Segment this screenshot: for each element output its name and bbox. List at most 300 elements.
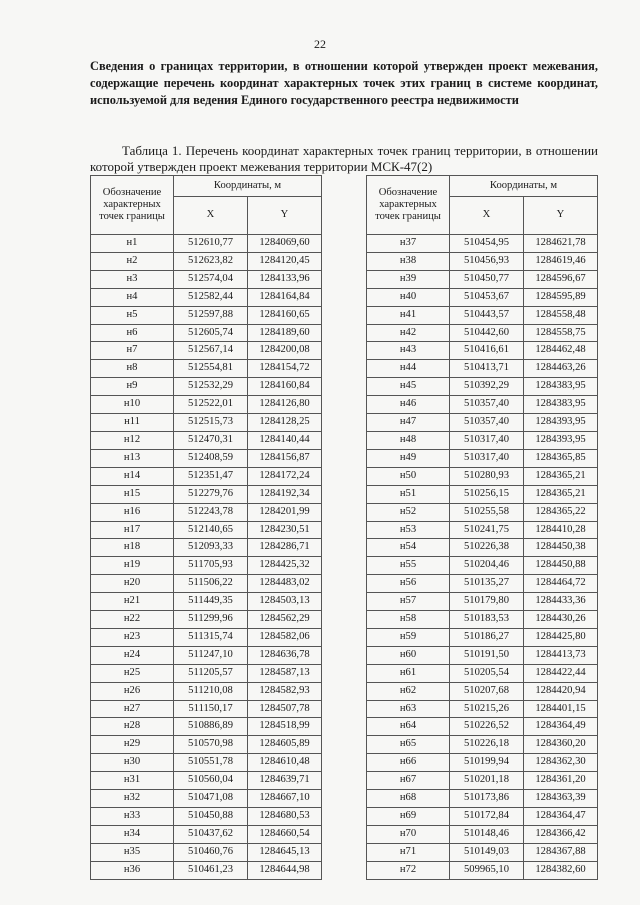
x-coordinate-cell: 510280,93 <box>450 467 524 485</box>
point-id-cell: н12 <box>91 431 174 449</box>
y-coordinate-cell: 1284133,96 <box>248 270 322 288</box>
table-row <box>367 611 598 629</box>
point-id-cell: н60 <box>367 646 450 664</box>
table-row <box>91 682 322 700</box>
y-coordinate-cell: 1284410,28 <box>524 521 598 539</box>
x-coordinate-cell: 510357,40 <box>450 396 524 414</box>
table-row <box>367 808 598 826</box>
table-row <box>367 235 598 253</box>
y-coordinate-cell: 1284363,39 <box>524 790 598 808</box>
y-coordinate-cell: 1284365,85 <box>524 449 598 467</box>
y-coordinate-cell: 1284425,80 <box>524 628 598 646</box>
y-coordinate-cell: 1284383,95 <box>524 378 598 396</box>
x-coordinate-cell: 510357,40 <box>450 414 524 432</box>
table-caption: Таблица 1. Перечень координат характерных точек границ территории, в отношении которой утвержден проект межевания территории МСК-47(2) <box>90 143 598 174</box>
y-coordinate-cell: 1284362,30 <box>524 754 598 772</box>
table-row <box>367 664 598 682</box>
x-coordinate-cell: 511205,57 <box>174 664 248 682</box>
table-row <box>91 539 322 557</box>
table-row <box>91 324 322 342</box>
x-coordinate-cell: 510183,53 <box>450 611 524 629</box>
y-coordinate-cell: 1284365,21 <box>524 485 598 503</box>
table-row <box>367 718 598 736</box>
point-id-cell: н70 <box>367 825 450 843</box>
x-coordinate-cell: 510461,23 <box>174 861 248 879</box>
table-row <box>91 754 322 772</box>
point-id-cell: н38 <box>367 252 450 270</box>
point-id-cell: н71 <box>367 843 450 861</box>
y-coordinate-cell: 1284413,73 <box>524 646 598 664</box>
table-row <box>367 324 598 342</box>
point-id-cell: н52 <box>367 503 450 521</box>
header-x: X <box>450 197 524 235</box>
x-coordinate-cell: 510186,27 <box>450 628 524 646</box>
point-id-cell: н59 <box>367 628 450 646</box>
y-coordinate-cell: 1284621,78 <box>524 235 598 253</box>
x-coordinate-cell: 510226,52 <box>450 718 524 736</box>
point-id-cell: н66 <box>367 754 450 772</box>
table-row <box>367 252 598 270</box>
table-row <box>367 360 598 378</box>
table-row <box>91 503 322 521</box>
y-coordinate-cell: 1284644,98 <box>248 861 322 879</box>
x-coordinate-cell: 512623,82 <box>174 252 248 270</box>
table-row <box>91 521 322 539</box>
x-coordinate-cell: 510437,62 <box>174 825 248 843</box>
table-row <box>367 700 598 718</box>
y-coordinate-cell: 1284639,71 <box>248 772 322 790</box>
x-coordinate-cell: 511210,08 <box>174 682 248 700</box>
x-coordinate-cell: 510179,80 <box>450 593 524 611</box>
x-coordinate-cell: 510442,60 <box>450 324 524 342</box>
table-row <box>367 288 598 306</box>
header-point: Обозначение характерных точек границы <box>91 176 174 235</box>
x-coordinate-cell: 512532,29 <box>174 378 248 396</box>
point-id-cell: н39 <box>367 270 450 288</box>
y-coordinate-cell: 1284430,26 <box>524 611 598 629</box>
x-coordinate-cell: 510226,18 <box>450 736 524 754</box>
point-id-cell: н2 <box>91 252 174 270</box>
point-id-cell: н64 <box>367 718 450 736</box>
table-row <box>367 754 598 772</box>
y-coordinate-cell: 1284120,45 <box>248 252 322 270</box>
point-id-cell: н10 <box>91 396 174 414</box>
x-coordinate-cell: 510317,40 <box>450 449 524 467</box>
y-coordinate-cell: 1284365,21 <box>524 467 598 485</box>
x-coordinate-cell: 510205,54 <box>450 664 524 682</box>
x-coordinate-cell: 512515,73 <box>174 414 248 432</box>
x-coordinate-cell: 510241,75 <box>450 521 524 539</box>
y-coordinate-cell: 1284126,80 <box>248 396 322 414</box>
table-row <box>91 664 322 682</box>
y-coordinate-cell: 1284069,60 <box>248 235 322 253</box>
table-row <box>91 700 322 718</box>
coordinates-table-left <box>90 175 322 880</box>
x-coordinate-cell: 510317,40 <box>450 431 524 449</box>
point-id-cell: н36 <box>91 861 174 879</box>
x-coordinate-cell: 512408,59 <box>174 449 248 467</box>
y-coordinate-cell: 1284605,89 <box>248 736 322 754</box>
x-coordinate-cell: 512582,44 <box>174 288 248 306</box>
table-row <box>367 557 598 575</box>
x-coordinate-cell: 510454,95 <box>450 235 524 253</box>
y-coordinate-cell: 1284463,26 <box>524 360 598 378</box>
point-id-cell: н34 <box>91 825 174 843</box>
point-id-cell: н31 <box>91 772 174 790</box>
x-coordinate-cell: 511449,35 <box>174 593 248 611</box>
header-y: Y <box>248 197 322 235</box>
x-coordinate-cell: 510135,27 <box>450 575 524 593</box>
table-row <box>91 360 322 378</box>
y-coordinate-cell: 1284192,34 <box>248 485 322 503</box>
point-id-cell: н40 <box>367 288 450 306</box>
y-coordinate-cell: 1284128,25 <box>248 414 322 432</box>
x-coordinate-cell: 511150,17 <box>174 700 248 718</box>
table-row <box>91 736 322 754</box>
y-coordinate-cell: 1284518,99 <box>248 718 322 736</box>
table-row <box>367 825 598 843</box>
table-row <box>91 449 322 467</box>
x-coordinate-cell: 510172,84 <box>450 808 524 826</box>
x-coordinate-cell: 511299,96 <box>174 611 248 629</box>
table-row <box>91 306 322 324</box>
point-id-cell: н50 <box>367 467 450 485</box>
y-coordinate-cell: 1284382,60 <box>524 861 598 879</box>
y-coordinate-cell: 1284462,48 <box>524 342 598 360</box>
y-coordinate-cell: 1284645,13 <box>248 843 322 861</box>
y-coordinate-cell: 1284507,78 <box>248 700 322 718</box>
y-coordinate-cell: 1284160,65 <box>248 306 322 324</box>
point-id-cell: н23 <box>91 628 174 646</box>
x-coordinate-cell: 510191,50 <box>450 646 524 664</box>
point-id-cell: н28 <box>91 718 174 736</box>
table-row <box>367 396 598 414</box>
y-coordinate-cell: 1284200,08 <box>248 342 322 360</box>
point-id-cell: н4 <box>91 288 174 306</box>
table-row <box>91 575 322 593</box>
x-coordinate-cell: 510413,71 <box>450 360 524 378</box>
point-id-cell: н56 <box>367 575 450 593</box>
y-coordinate-cell: 1284450,88 <box>524 557 598 575</box>
y-coordinate-cell: 1284433,36 <box>524 593 598 611</box>
x-coordinate-cell: 511315,74 <box>174 628 248 646</box>
table-row <box>367 378 598 396</box>
point-id-cell: н44 <box>367 360 450 378</box>
table-row <box>91 396 322 414</box>
y-coordinate-cell: 1284464,72 <box>524 575 598 593</box>
point-id-cell: н1 <box>91 235 174 253</box>
table-row <box>91 378 322 396</box>
y-coordinate-cell: 1284587,13 <box>248 664 322 682</box>
point-id-cell: н16 <box>91 503 174 521</box>
point-id-cell: н53 <box>367 521 450 539</box>
header-y: Y <box>524 197 598 235</box>
y-coordinate-cell: 1284558,48 <box>524 306 598 324</box>
point-id-cell: н13 <box>91 449 174 467</box>
x-coordinate-cell: 510256,15 <box>450 485 524 503</box>
point-id-cell: н48 <box>367 431 450 449</box>
point-id-cell: н51 <box>367 485 450 503</box>
header-point: Обозначение характерных точек границы <box>367 176 450 235</box>
table-row <box>367 736 598 754</box>
point-id-cell: н26 <box>91 682 174 700</box>
y-coordinate-cell: 1284596,67 <box>524 270 598 288</box>
y-coordinate-cell: 1284360,20 <box>524 736 598 754</box>
point-id-cell: н61 <box>367 664 450 682</box>
x-coordinate-cell: 510416,61 <box>450 342 524 360</box>
y-coordinate-cell: 1284420,94 <box>524 682 598 700</box>
x-coordinate-cell: 512522,01 <box>174 396 248 414</box>
x-coordinate-cell: 510148,46 <box>450 825 524 843</box>
point-id-cell: н21 <box>91 593 174 611</box>
point-id-cell: н49 <box>367 449 450 467</box>
header-coords: Координаты, м <box>174 176 322 197</box>
x-coordinate-cell: 510450,77 <box>450 270 524 288</box>
table-row <box>367 861 598 879</box>
point-id-cell: н57 <box>367 593 450 611</box>
table-row <box>367 646 598 664</box>
table-row <box>91 718 322 736</box>
table-row <box>367 593 598 611</box>
y-coordinate-cell: 1284156,87 <box>248 449 322 467</box>
table-row <box>367 575 598 593</box>
table-row <box>91 611 322 629</box>
table-row <box>367 843 598 861</box>
point-id-cell: н63 <box>367 700 450 718</box>
y-coordinate-cell: 1284367,88 <box>524 843 598 861</box>
point-id-cell: н7 <box>91 342 174 360</box>
point-id-cell: н17 <box>91 521 174 539</box>
y-coordinate-cell: 1284383,95 <box>524 396 598 414</box>
point-id-cell: н29 <box>91 736 174 754</box>
y-coordinate-cell: 1284160,84 <box>248 378 322 396</box>
y-coordinate-cell: 1284364,49 <box>524 718 598 736</box>
x-coordinate-cell: 510560,04 <box>174 772 248 790</box>
table-row <box>91 557 322 575</box>
y-coordinate-cell: 1284558,75 <box>524 324 598 342</box>
y-coordinate-cell: 1284610,48 <box>248 754 322 772</box>
y-coordinate-cell: 1284140,44 <box>248 431 322 449</box>
point-id-cell: н54 <box>367 539 450 557</box>
x-coordinate-cell: 510443,57 <box>450 306 524 324</box>
point-id-cell: н25 <box>91 664 174 682</box>
y-coordinate-cell: 1284201,99 <box>248 503 322 521</box>
x-coordinate-cell: 510450,88 <box>174 808 248 826</box>
x-coordinate-cell: 512243,78 <box>174 503 248 521</box>
table-row <box>91 861 322 879</box>
coordinates-table-right <box>366 175 598 880</box>
table-row <box>367 790 598 808</box>
y-coordinate-cell: 1284483,02 <box>248 575 322 593</box>
x-coordinate-cell: 510392,29 <box>450 378 524 396</box>
table-row <box>367 342 598 360</box>
point-id-cell: н11 <box>91 414 174 432</box>
y-coordinate-cell: 1284164,84 <box>248 288 322 306</box>
point-id-cell: н14 <box>91 467 174 485</box>
table-row <box>91 628 322 646</box>
y-coordinate-cell: 1284562,29 <box>248 611 322 629</box>
y-coordinate-cell: 1284667,10 <box>248 790 322 808</box>
x-coordinate-cell: 510226,38 <box>450 539 524 557</box>
x-coordinate-cell: 512610,77 <box>174 235 248 253</box>
x-coordinate-cell: 510453,67 <box>450 288 524 306</box>
table-row <box>91 808 322 826</box>
point-id-cell: н69 <box>367 808 450 826</box>
table-row <box>91 593 322 611</box>
x-coordinate-cell: 510570,98 <box>174 736 248 754</box>
table-row <box>367 449 598 467</box>
point-id-cell: н24 <box>91 646 174 664</box>
table-row <box>91 772 322 790</box>
y-coordinate-cell: 1284365,22 <box>524 503 598 521</box>
table-row <box>91 825 322 843</box>
point-id-cell: н19 <box>91 557 174 575</box>
point-id-cell: н5 <box>91 306 174 324</box>
y-coordinate-cell: 1284286,71 <box>248 539 322 557</box>
x-coordinate-cell: 510204,46 <box>450 557 524 575</box>
table-row <box>367 414 598 432</box>
table-row <box>367 772 598 790</box>
point-id-cell: н33 <box>91 808 174 826</box>
x-coordinate-cell: 510886,89 <box>174 718 248 736</box>
table-row <box>91 790 322 808</box>
x-coordinate-cell: 510215,26 <box>450 700 524 718</box>
table-row <box>91 342 322 360</box>
table-row <box>367 431 598 449</box>
x-coordinate-cell: 510551,78 <box>174 754 248 772</box>
y-coordinate-cell: 1284154,72 <box>248 360 322 378</box>
point-id-cell: н62 <box>367 682 450 700</box>
table-row <box>367 628 598 646</box>
x-coordinate-cell: 510460,76 <box>174 843 248 861</box>
x-coordinate-cell: 512470,31 <box>174 431 248 449</box>
point-id-cell: н20 <box>91 575 174 593</box>
y-coordinate-cell: 1284393,95 <box>524 431 598 449</box>
y-coordinate-cell: 1284401,15 <box>524 700 598 718</box>
y-coordinate-cell: 1284422,44 <box>524 664 598 682</box>
table-row <box>367 503 598 521</box>
point-id-cell: н22 <box>91 611 174 629</box>
table-body-left <box>91 235 322 880</box>
point-id-cell: н55 <box>367 557 450 575</box>
page-number: 22 <box>314 37 326 51</box>
table-row <box>91 414 322 432</box>
point-id-cell: н42 <box>367 324 450 342</box>
x-coordinate-cell: 512597,88 <box>174 306 248 324</box>
y-coordinate-cell: 1284230,51 <box>248 521 322 539</box>
x-coordinate-cell: 512605,74 <box>174 324 248 342</box>
point-id-cell: н41 <box>367 306 450 324</box>
table-row <box>91 431 322 449</box>
table-row <box>367 306 598 324</box>
y-coordinate-cell: 1284582,93 <box>248 682 322 700</box>
point-id-cell: н37 <box>367 235 450 253</box>
table-row <box>91 843 322 861</box>
x-coordinate-cell: 511705,93 <box>174 557 248 575</box>
table-row <box>91 467 322 485</box>
point-id-cell: н32 <box>91 790 174 808</box>
section-heading: Сведения о границах территории, в отношении которой утвержден проект межевания, содержащие перечень координат характерных точек этих границ в системе координат, используемой для ведения Единого государственного реестра недвижимости <box>90 59 598 107</box>
point-id-cell: н6 <box>91 324 174 342</box>
y-coordinate-cell: 1284660,54 <box>248 825 322 843</box>
header-coords: Координаты, м <box>450 176 598 197</box>
x-coordinate-cell: 512093,33 <box>174 539 248 557</box>
y-coordinate-cell: 1284425,32 <box>248 557 322 575</box>
point-id-cell: н15 <box>91 485 174 503</box>
x-coordinate-cell: 510173,86 <box>450 790 524 808</box>
x-coordinate-cell: 512140,65 <box>174 521 248 539</box>
point-id-cell: н8 <box>91 360 174 378</box>
point-id-cell: н68 <box>367 790 450 808</box>
point-id-cell: н18 <box>91 539 174 557</box>
point-id-cell: н30 <box>91 754 174 772</box>
x-coordinate-cell: 512554,81 <box>174 360 248 378</box>
y-coordinate-cell: 1284595,89 <box>524 288 598 306</box>
y-coordinate-cell: 1284450,38 <box>524 539 598 557</box>
point-id-cell: н65 <box>367 736 450 754</box>
x-coordinate-cell: 512567,14 <box>174 342 248 360</box>
table-row <box>91 646 322 664</box>
x-coordinate-cell: 511506,22 <box>174 575 248 593</box>
table-body-right <box>367 235 598 880</box>
y-coordinate-cell: 1284189,60 <box>248 324 322 342</box>
point-id-cell: н58 <box>367 611 450 629</box>
y-coordinate-cell: 1284393,95 <box>524 414 598 432</box>
table-row <box>91 252 322 270</box>
y-coordinate-cell: 1284680,53 <box>248 808 322 826</box>
table-row <box>367 467 598 485</box>
x-coordinate-cell: 510456,93 <box>450 252 524 270</box>
table-row <box>91 270 322 288</box>
y-coordinate-cell: 1284582,06 <box>248 628 322 646</box>
table-row <box>91 288 322 306</box>
y-coordinate-cell: 1284361,20 <box>524 772 598 790</box>
x-coordinate-cell: 509965,10 <box>450 861 524 879</box>
point-id-cell: н9 <box>91 378 174 396</box>
point-id-cell: н46 <box>367 396 450 414</box>
x-coordinate-cell: 510199,94 <box>450 754 524 772</box>
x-coordinate-cell: 510207,68 <box>450 682 524 700</box>
x-coordinate-cell: 511247,10 <box>174 646 248 664</box>
y-coordinate-cell: 1284619,46 <box>524 252 598 270</box>
table-row <box>91 235 322 253</box>
y-coordinate-cell: 1284636,78 <box>248 646 322 664</box>
point-id-cell: н45 <box>367 378 450 396</box>
x-coordinate-cell: 512279,76 <box>174 485 248 503</box>
point-id-cell: н72 <box>367 861 450 879</box>
x-coordinate-cell: 510471,08 <box>174 790 248 808</box>
point-id-cell: н27 <box>91 700 174 718</box>
table-row <box>367 485 598 503</box>
x-coordinate-cell: 512351,47 <box>174 467 248 485</box>
table-row <box>91 485 322 503</box>
point-id-cell: н47 <box>367 414 450 432</box>
y-coordinate-cell: 1284172,24 <box>248 467 322 485</box>
y-coordinate-cell: 1284503,13 <box>248 593 322 611</box>
x-coordinate-cell: 510201,18 <box>450 772 524 790</box>
y-coordinate-cell: 1284366,42 <box>524 825 598 843</box>
table-row <box>367 539 598 557</box>
point-id-cell: н35 <box>91 843 174 861</box>
x-coordinate-cell: 512574,04 <box>174 270 248 288</box>
point-id-cell: н3 <box>91 270 174 288</box>
y-coordinate-cell: 1284364,47 <box>524 808 598 826</box>
point-id-cell: н67 <box>367 772 450 790</box>
header-x: X <box>174 197 248 235</box>
x-coordinate-cell: 510255,58 <box>450 503 524 521</box>
table-row <box>367 270 598 288</box>
table-row <box>367 682 598 700</box>
